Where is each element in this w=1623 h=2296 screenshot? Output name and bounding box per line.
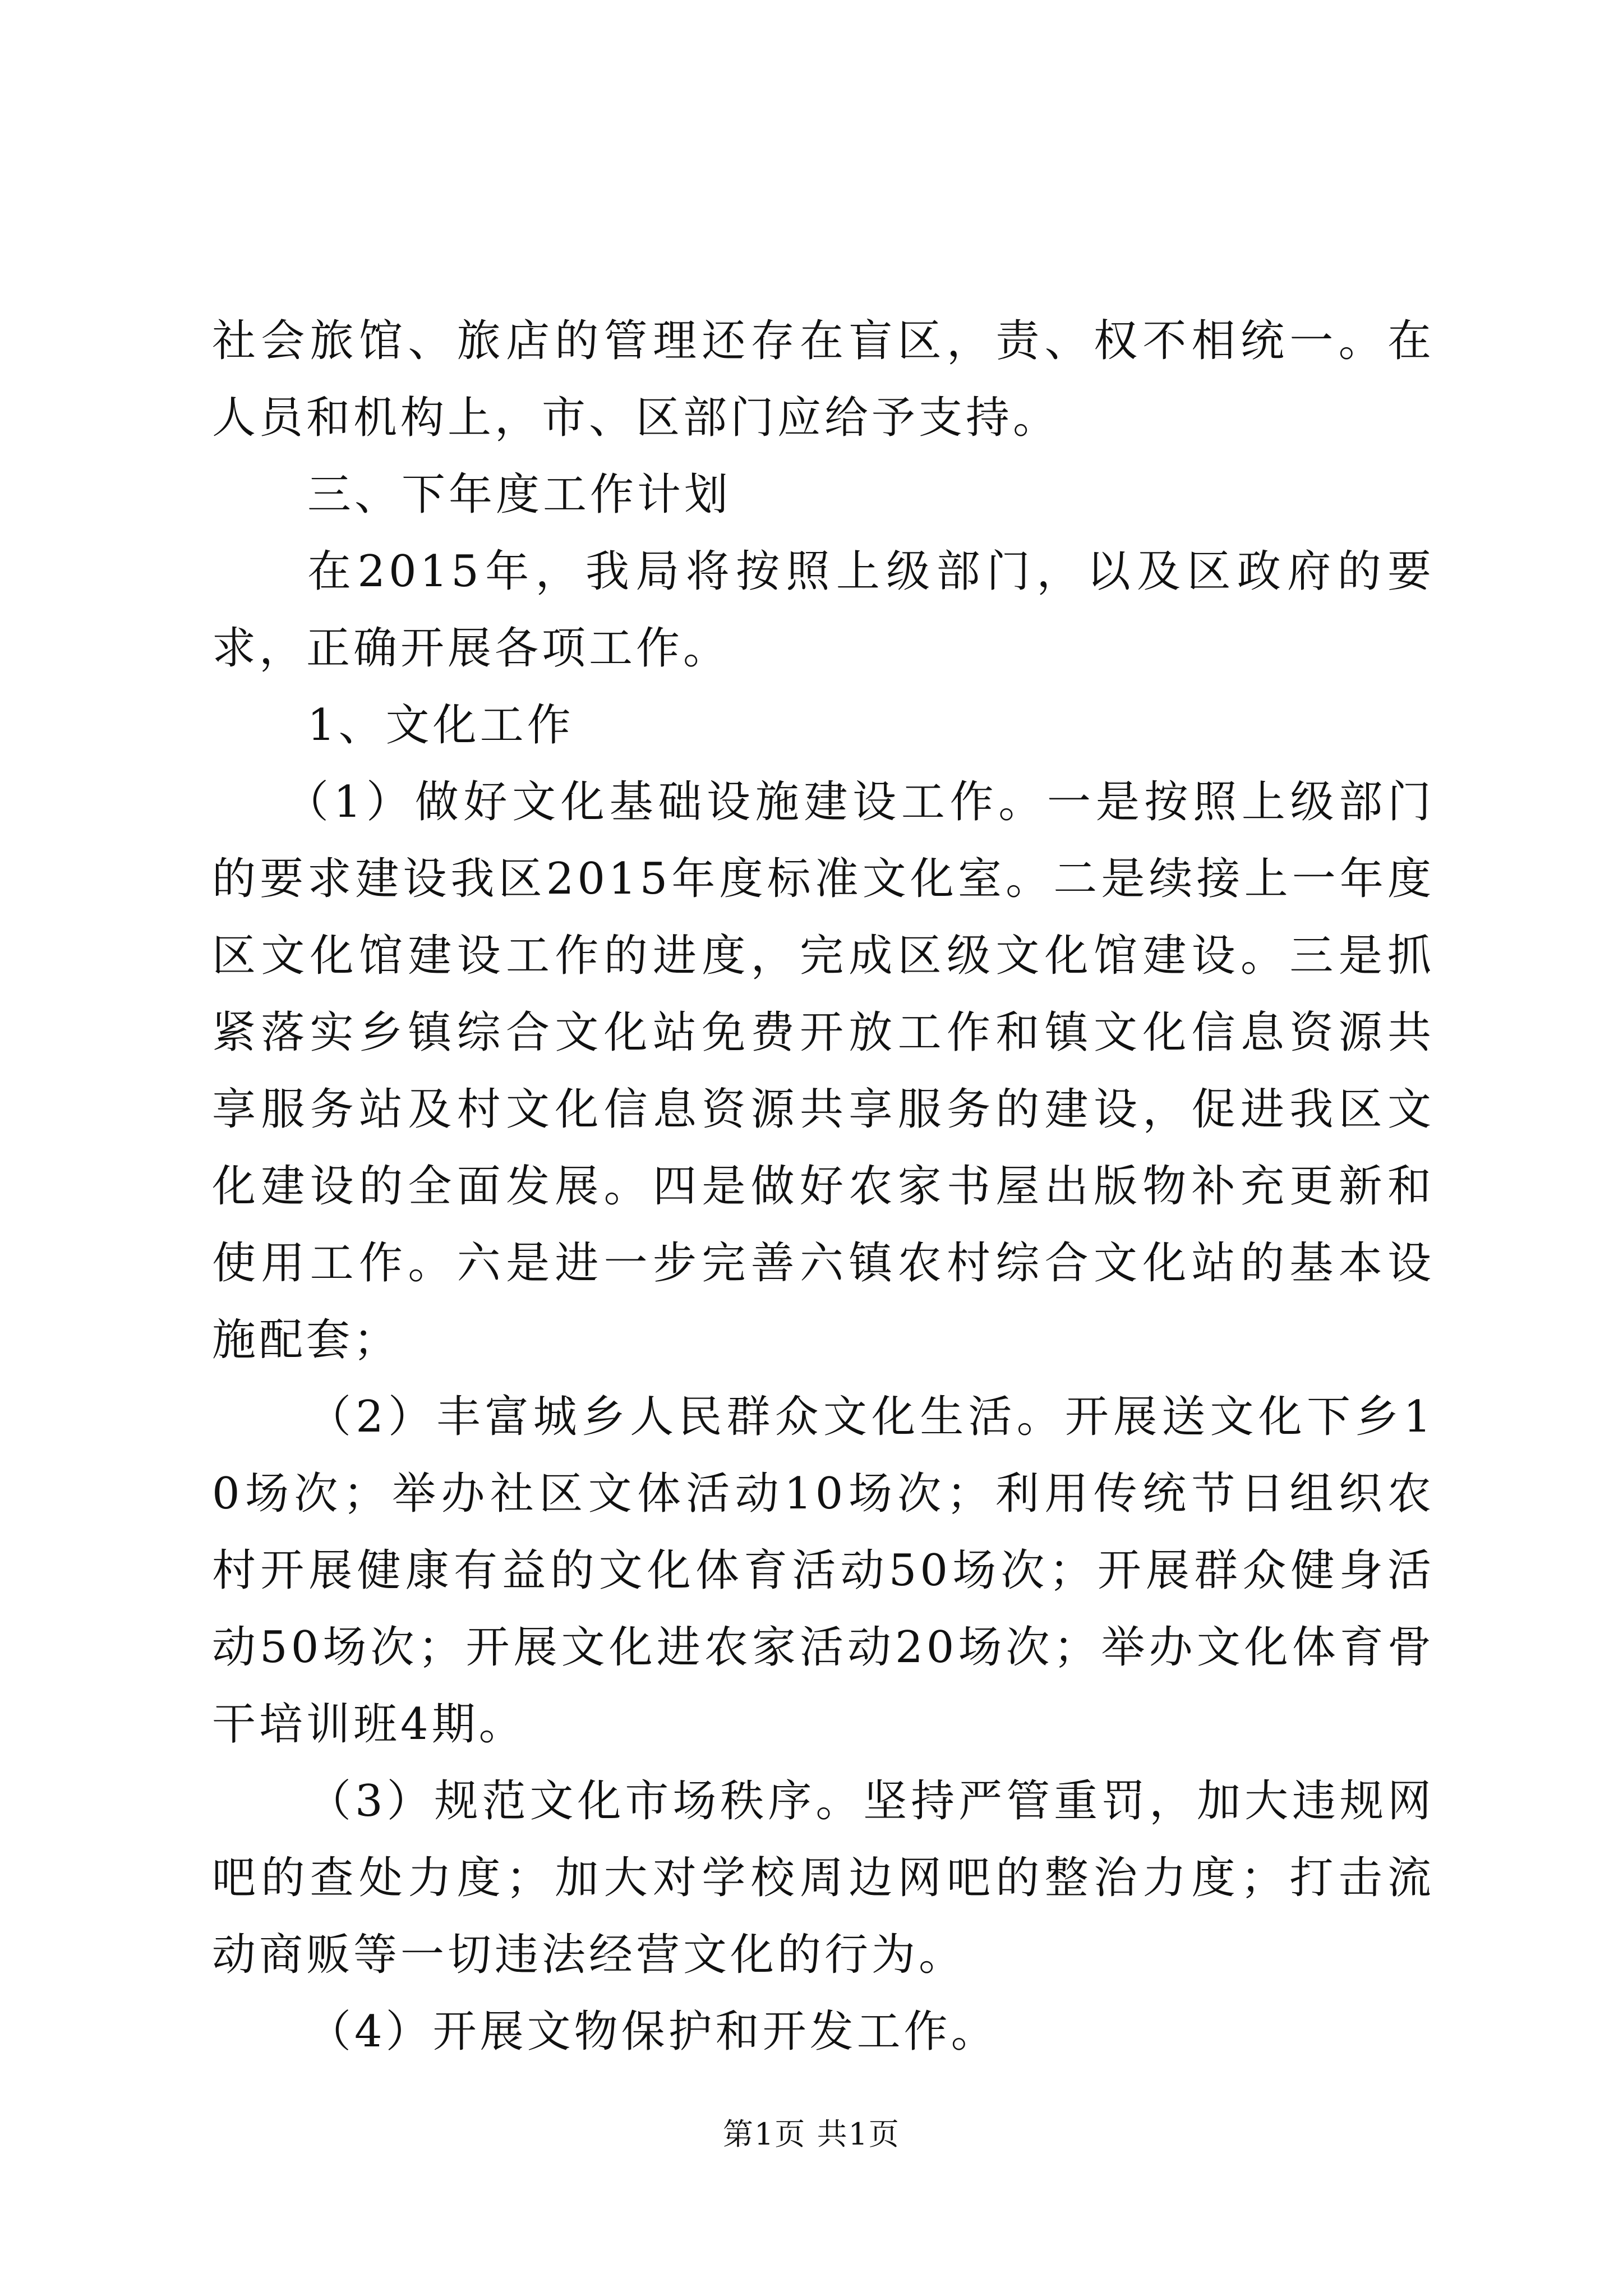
paragraph: 社会旅馆、旅店的管理还存在盲区，责、权不相统一。在人员和机构上，市、区部门应给予支持。 [212,316,1435,443]
subsection-heading: 1、文化工作 [307,700,574,751]
paragraph: （3）规范文化市场秩序。坚持严管重罚，加大违规网吧的查处力度；加大对学校周边网吧的整治力度；打击流动商贩等一切违法经营文化的行为。 [212,1776,1435,1980]
page-footer: 第1页 共1页 [723,2116,900,2152]
paragraph: （1）做好文化基础设施建设工作。一是按照上级部门的要求建设我区2015年度标准文化室。二是续接上一年度区文化馆建设工作的进度，完成区级文化馆建设。三是抓紧落实乡镇综合文化站免费开放工作和镇文化信息资源共享服务站及村文化信息资源共享服务的建设，促进我区文化建设的全面发展。四是做好农家书屋出版物补充更新和使用工作。六是进一步完善六镇农村综合文化站的基本设施配套； [212,777,1435,1365]
paragraph: （4）开展文物保护和开发工作。 [307,2007,998,2057]
section-heading: 三、下年度工作计划 [307,470,732,520]
paragraph: 在2015年，我局将按照上级部门，以及区政府的要求，正确开展各项工作。 [212,546,1435,674]
document-body [212,303,1435,2070]
paragraph: （2）丰富城乡人民群众文化生活。开展送文化下乡10场次；举办社区文体活动10场次；利用传统节日组织农村开展健康有益的文化体育活动50场次；开展群众健身活动50场次；开展文化进农家活动20场次；举办文化体育骨干培训班4期。 [212,1392,1435,1750]
